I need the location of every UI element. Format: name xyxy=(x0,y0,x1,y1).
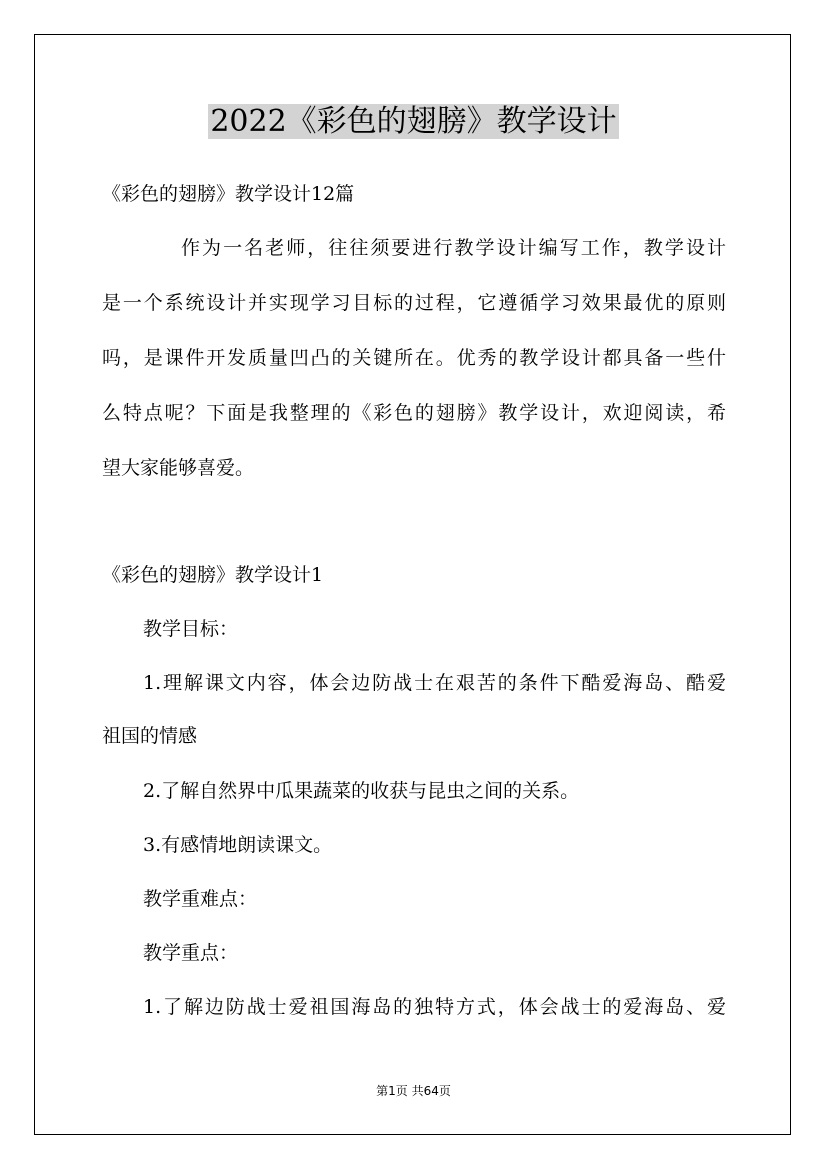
document-subtitle: 《彩色的翅膀》教学设计12篇 xyxy=(102,183,355,205)
intro-line-2: 是一个系统设计并实现学习目标的过程，它遵循学习效果最优的原则 xyxy=(102,292,726,314)
intro-line-4: 么特点呢？下面是我整理的《彩色的翅膀》教学设计，欢迎阅读，希 xyxy=(102,402,726,424)
key-1-line-1: 1.了解边防战士爱祖国海岛的独特方式，体会战士的爱海岛、爱 xyxy=(143,996,726,1018)
section-heading: 《彩色的翅膀》教学设计1 xyxy=(102,564,324,586)
page-footer xyxy=(0,1083,827,1099)
goal-3: 3.有感情地朗读课文。 xyxy=(143,834,333,856)
document-title xyxy=(0,98,827,146)
goals-label: 教学目标： xyxy=(143,618,239,640)
goal-2: 2.了解自然界中瓜果蔬菜的收获与昆虫之间的关系。 xyxy=(143,780,580,802)
intro-line-3: 吗，是课件开发质量凹凸的关键所在。优秀的教学设计都具备一些什 xyxy=(102,347,726,369)
intro-line-1: 作为一名老师，往往须要进行教学设计编写工作，教学设计 xyxy=(181,237,726,259)
goal-1-line-2: 祖国的情感 xyxy=(102,725,198,747)
key-difficult-label: 教学重难点： xyxy=(143,888,258,910)
document-title-text: 2022《彩色的翅膀》教学设计 xyxy=(210,104,617,139)
key-label: 教学重点： xyxy=(143,942,239,964)
intro-line-5: 望大家能够喜爱。 xyxy=(102,457,255,479)
page-number-text: 第1页 共64页 xyxy=(376,1084,451,1098)
goal-1-line-1: 1.理解课文内容，体会边防战士在艰苦的条件下酷爱海岛、酷爱 xyxy=(143,672,726,694)
